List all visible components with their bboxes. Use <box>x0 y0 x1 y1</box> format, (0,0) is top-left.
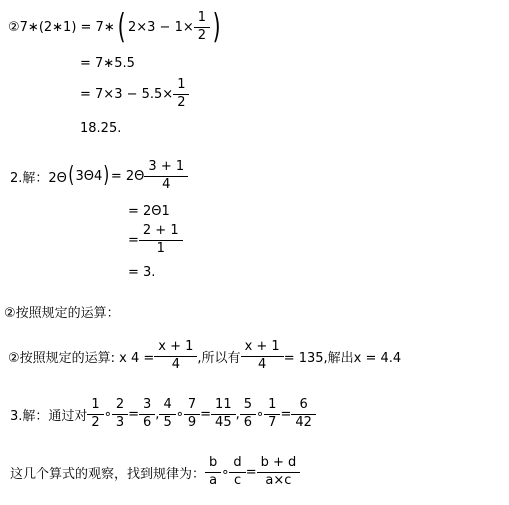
sol2-line3: = $\frac{2 + 1}{1}$ <box>128 224 183 257</box>
sol-x-line: ②按照规定的运算: x 4 = $\frac{x + 1}{4}$ ,所以有 $\frac{x + 1}{4}$ = 135,解出x = 4.4 <box>8 339 402 372</box>
fraction: $\frac{7}{9}$ <box>186 398 198 431</box>
sol2-line1: 2.解：2Θ ( 3Θ4 ) = 2Θ $\frac{3 + 1}{4}$ <box>10 160 188 193</box>
sol2-line4: = 3. <box>128 265 156 280</box>
fraction: $\frac{1}{2}$ <box>89 398 101 431</box>
sol1-line1 <box>8 7 223 47</box>
fraction-b-over-a: $\frac{b}{a}$ <box>207 456 219 489</box>
fraction-half: $\frac{1}{2}$ <box>196 11 208 44</box>
sol1-line3: = 7×3 − 5.5× $\frac{1}{2}$ <box>80 78 189 111</box>
fraction-xplus1-over-4-2: $\frac{x + 1}{4}$ <box>243 340 282 373</box>
sol1-line4: 18.25. <box>80 121 122 136</box>
fraction: $\frac{1}{7}$ <box>266 398 278 431</box>
fraction-d-over-c: $\frac{d}{c}$ <box>231 456 243 489</box>
fraction: $\frac{3}{6}$ <box>141 398 153 431</box>
section-heading: ②按照规定的运算： <box>4 306 120 321</box>
rule-line: 这几个算式的观察，找到规律为： $\frac{b}{a}$ ∘ $\frac{d}{c}$ = $\frac{b + d}{a\times c}$ <box>10 456 300 489</box>
fraction: $\frac{6}{42}$ <box>293 398 314 431</box>
fraction: $\frac{4}{5}$ <box>161 398 173 431</box>
sol1-line2: = 7∗5.5 <box>80 56 135 71</box>
fraction-2plus1-over-1: $\frac{2 + 1}{1}$ <box>141 224 181 257</box>
fraction: $\frac{11}{45}$ <box>213 398 234 431</box>
fraction-half-2: $\frac{1}{2}$ <box>175 78 187 111</box>
sol2-line2: = 2Θ1 <box>128 204 170 219</box>
fraction: $\frac{2}{3}$ <box>114 398 126 431</box>
right-paren: ) <box>103 163 110 189</box>
left-paren: ( <box>68 163 75 189</box>
right-paren: ) <box>212 7 221 47</box>
left-paren: ( <box>117 7 126 47</box>
sol1-line1-inner: 2×3 − 1× <box>127 19 194 35</box>
fraction: $\frac{5}{6}$ <box>242 398 254 431</box>
fraction-xplus1-over-4: $\frac{x + 1}{4}$ <box>156 340 195 373</box>
fraction-bplusd-over-atimesc: $\frac{b + d}{a\times c}$ <box>259 456 299 489</box>
sol1-line1-prefix: ②7∗(2∗1) = 7∗ <box>8 19 115 35</box>
fraction-3plus1-over-4: $\frac{3 + 1}{4}$ <box>146 160 186 193</box>
sol3-line: 3.解：通过对 $\frac{1}{2}$ ∘ $\frac{2}{3}$ = $\frac{3}{6}$ , $\frac{4}{5}$ ∘ $\frac{7}{9}$ = $\frac{11}{45}$ , $\frac{5}{6}$ ∘ $\frac{1}{7}$ = $\frac{6}{42}$ <box>10 398 316 431</box>
